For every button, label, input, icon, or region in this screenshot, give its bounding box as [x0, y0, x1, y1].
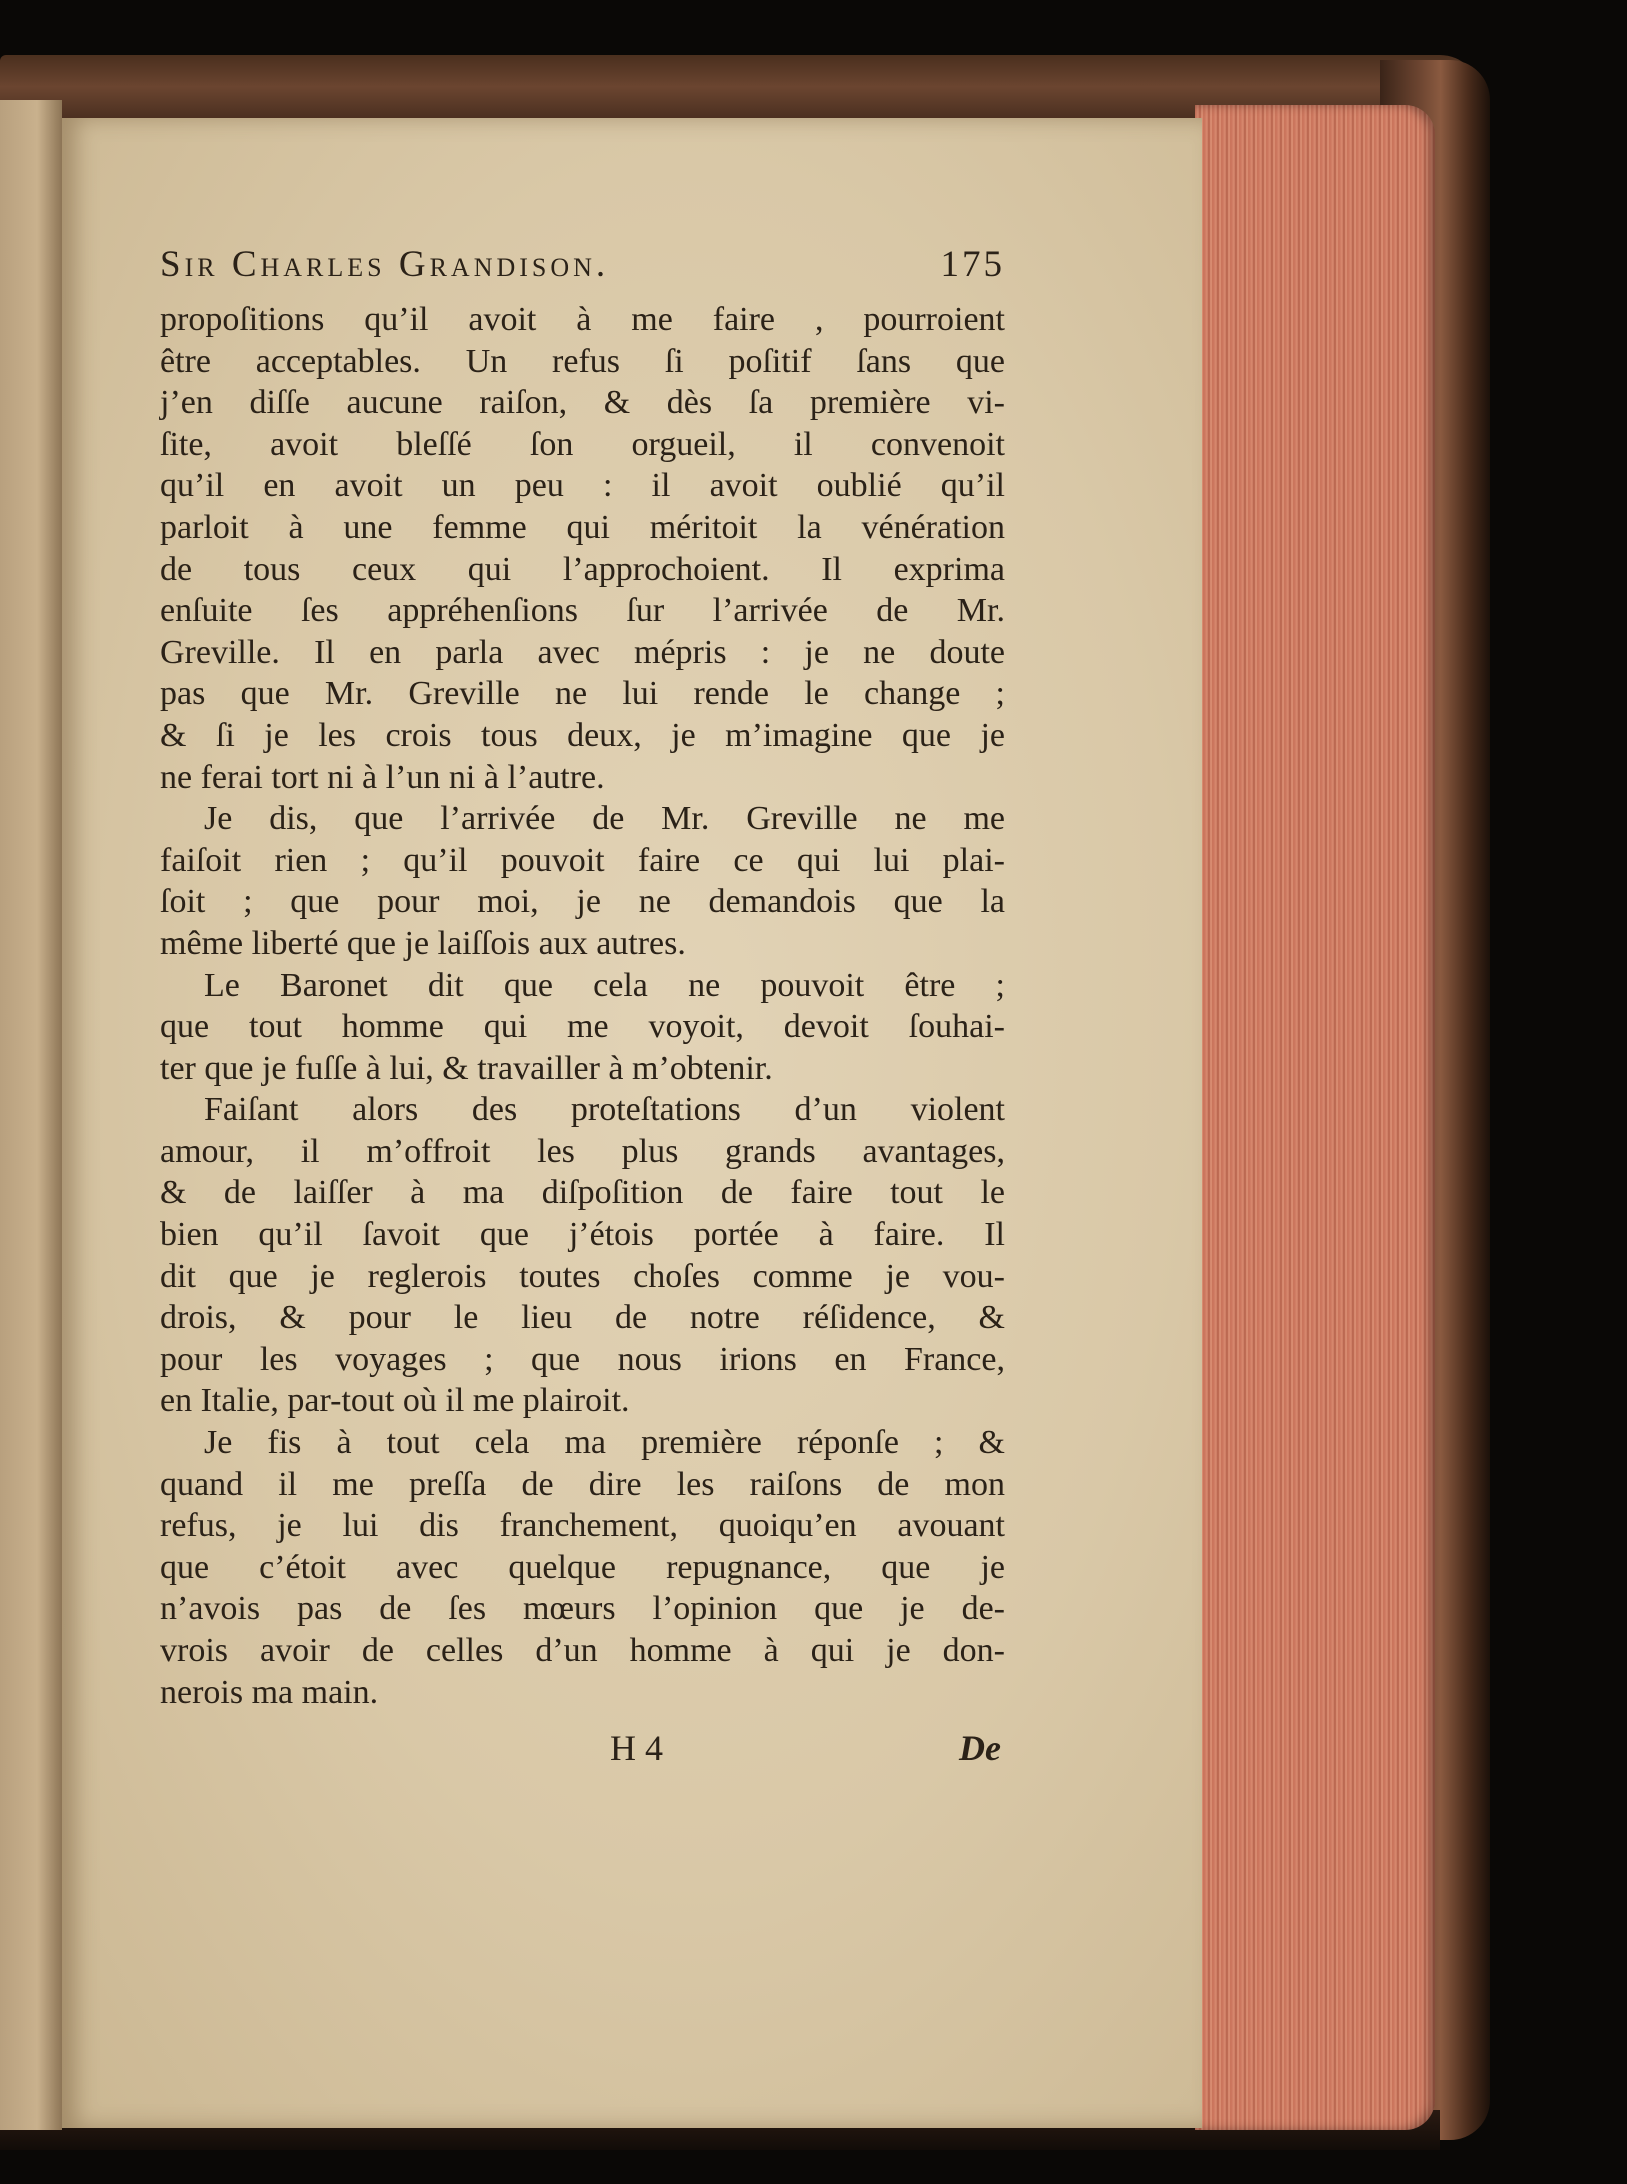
- text-line: être acceptables. Un refus ſi poſitif ſans que: [160, 342, 1005, 380]
- paragraph: [160, 1422, 1005, 1713]
- page-footer: [160, 1727, 1005, 1769]
- text-line: Je fis à tout cela ma première réponſe ; &: [204, 1424, 1005, 1462]
- text-line: quand il me preſſa de dire les raiſons de mon: [160, 1465, 1005, 1503]
- text-line: dit que je reglerois toutes choſes comme je vou-: [160, 1257, 1005, 1295]
- paragraph: [160, 299, 1005, 798]
- text-line: faiſoit rien ; qu’il pouvoit faire ce qui lui plai-: [160, 841, 1005, 879]
- text-line: de tous ceux qui l’approchoient. Il exprima: [160, 550, 1005, 588]
- running-head: [160, 243, 1005, 293]
- text-line: parloit à une femme qui méritoit la vénération: [160, 508, 1005, 546]
- page-text-block: [160, 243, 1005, 1769]
- text-line: que c’étoit avec quelque repugnance, que je: [160, 1548, 1005, 1586]
- text-line: amour, il m’offroit les plus grands avantages,: [160, 1132, 1005, 1170]
- text-line: ne ferai tort ni à l’un ni à l’autre.: [160, 758, 605, 796]
- paragraph: [160, 1089, 1005, 1422]
- text-line: pour les voyages ; que nous irions en France,: [160, 1340, 1005, 1378]
- text-line: Je dis, que l’arrivée de Mr. Greville ne me: [204, 800, 1005, 838]
- text-line: ter que je fuſſe à lui, & travailler à m’obtenir.: [160, 1049, 773, 1087]
- paragraph: [160, 798, 1005, 964]
- text-line: n’avois pas de ſes mœurs l’opinion que je de-: [160, 1590, 1005, 1628]
- page-number: 175: [940, 244, 1005, 285]
- text-line: Greville. Il en parla avec mépris : je ne doute: [160, 633, 1005, 671]
- page-block-red-edges: [1195, 105, 1435, 2130]
- text-line: ſoit ; que pour moi, je ne demandois que la: [160, 883, 1005, 921]
- text-line: que tout homme qui me voyoit, devoit ſouhai-: [160, 1008, 1005, 1046]
- text-line: refus, je lui dis franchement, quoiqu’en avouant: [160, 1507, 1005, 1545]
- text-line: enſuite ſes appréhenſions ſur l’arrivée de Mr.: [160, 592, 1005, 630]
- body-text: [160, 299, 1005, 1713]
- text-line: & ſi je les crois tous deux, je m’imagine que je: [160, 716, 1005, 754]
- facing-page-edge: [0, 100, 62, 2130]
- text-line: & de laiſſer à ma diſpoſition de faire tout le: [160, 1174, 1005, 1212]
- text-line: propoſitions qu’il avoit à me faire , pourroient: [160, 301, 1005, 338]
- text-line: bien qu’il ſavoit que j’étois portée à faire. Il: [160, 1216, 1005, 1254]
- text-line: ſite, avoit bleſſé ſon orgueil, il convenoit: [160, 425, 1005, 463]
- text-line: Le Baronet dit que cela ne pouvoit être ;: [204, 966, 1005, 1004]
- text-line: vrois avoir de celles d’un homme à qui je don-: [160, 1632, 1005, 1669]
- signature-mark: H 4: [610, 1728, 663, 1769]
- text-line: j’en diſſe aucune raiſon, & dès ſa première vi-: [160, 384, 1005, 422]
- text-line: Faiſant alors des proteſtations d’un violent: [204, 1091, 1005, 1129]
- paragraph: [160, 965, 1005, 1090]
- text-line: pas que Mr. Greville ne lui rende le change ;: [160, 675, 1005, 713]
- text-line: même liberté que je laiſſois aux autres.: [160, 924, 686, 962]
- text-line: qu’il en avoit un peu : il avoit oublié qu’il: [160, 467, 1005, 505]
- text-line: en Italie, par-tout où il me plairoit.: [160, 1382, 630, 1420]
- catchword: De: [959, 1728, 1001, 1769]
- text-line: nerois ma main.: [160, 1673, 379, 1711]
- text-line: drois, & pour le lieu de notre réſidence, &: [160, 1299, 1005, 1337]
- running-head-title: Sir Charles Grandison.: [160, 244, 610, 285]
